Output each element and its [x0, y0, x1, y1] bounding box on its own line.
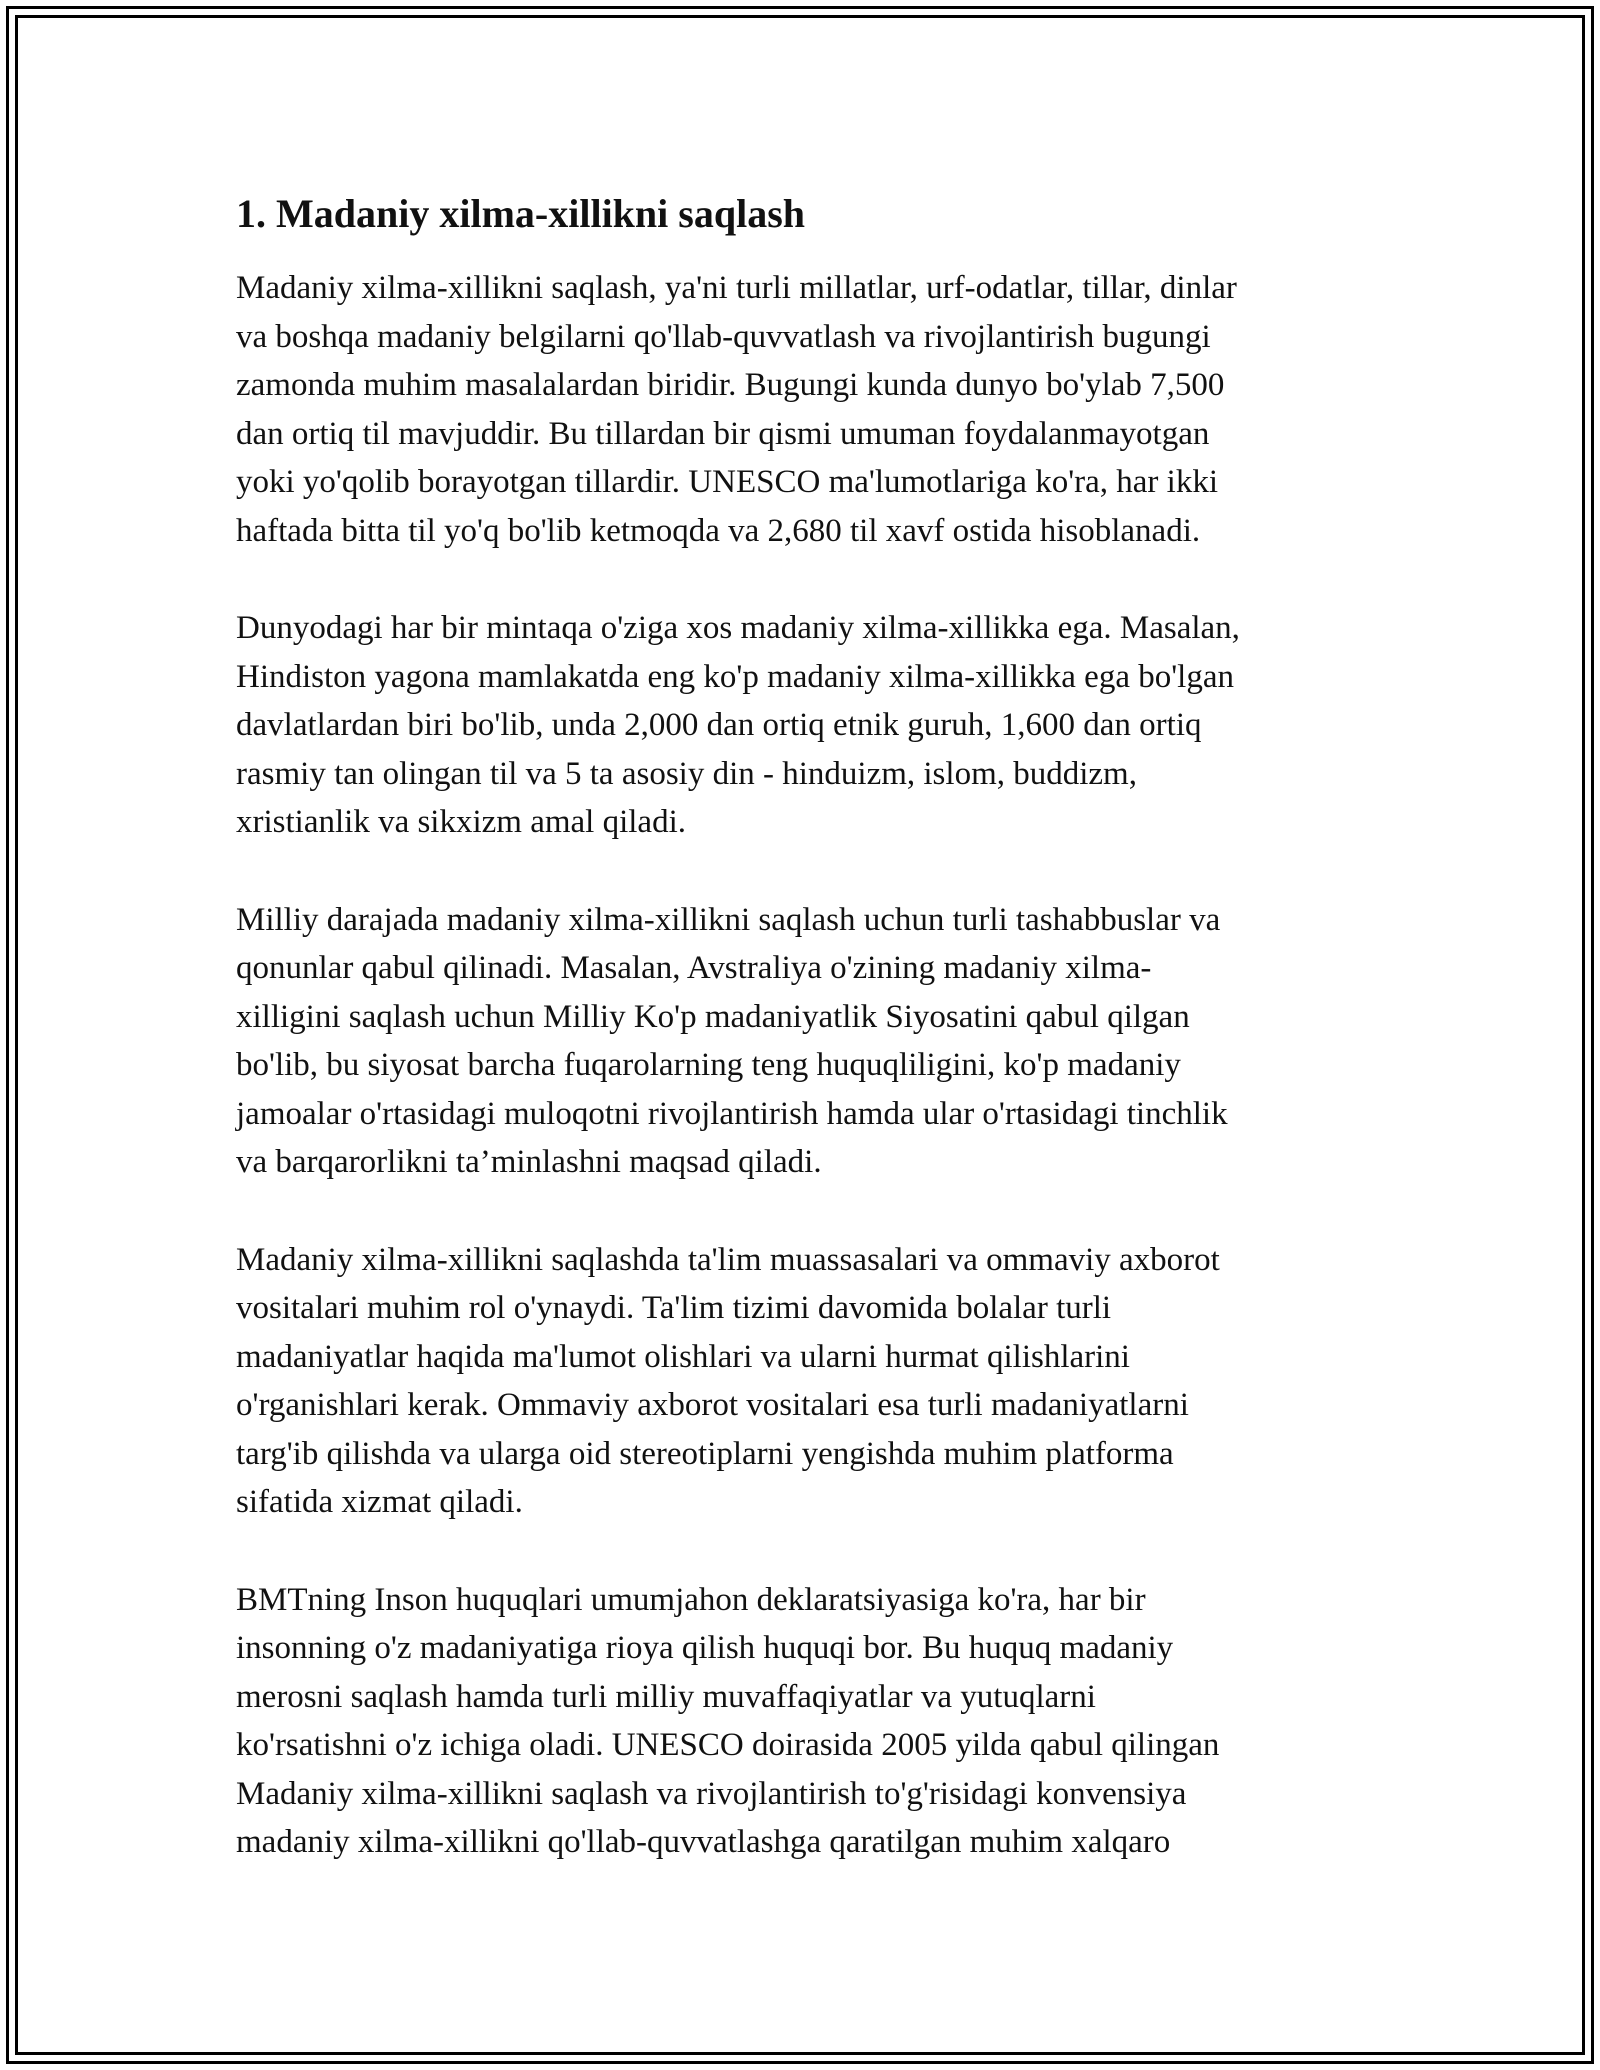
text-line: zamonda muhim masalalardan biridir. Bugungi kunda dunyo bo'ylab 7,500 [236, 367, 1225, 403]
text-line: yoki yo'qolib borayotgan tillardir. UNESCO ma'lumotlariga ko'ra, har ikki [236, 464, 1219, 500]
section-heading: 1. Madaniy xilma-xillikni saqlash [236, 191, 806, 236]
text-line: xristianlik va sikxizm amal qiladi. [236, 804, 686, 840]
text-line: Madaniy xilma-xillikni saqlash va rivojlantirish to'g'risidagi konvensiya [236, 1775, 1187, 1812]
paragraph-1 [236, 264, 1366, 555]
text-line: BMTning Inson huquqlari umumjahon deklaratsiyasiga ko'ra, har bir [236, 1581, 1146, 1618]
text-line: o'rganishlari kerak. Ommaviy axborot vositalari esa turli madaniyatlarni [236, 1387, 1189, 1423]
text-line: ko'rsatishni o'z ichiga oladi. UNESCO doirasida 2005 yilda qabul qilingan [236, 1727, 1220, 1763]
text-line: haftada bitta til yo'q bo'lib ketmoqda va 2,680 til xavf ostida hisoblanadi. [236, 512, 1201, 549]
text-line: Madaniy xilma-xillikni saqlash, ya'ni turli millatlar, urf-odatlar, tillar, dinlar [236, 270, 1237, 306]
text-line: va barqarorlikni ta’minlashni maqsad qiladi. [236, 1144, 822, 1180]
text-line: Hindiston yagona mamlakatda eng ko'p madaniy xilma-xillikka ega bo'lgan [236, 658, 1234, 695]
text-line: jamoalar o'rtasidagi muloqotni rivojlantirish hamda ular o'rtasidagi tinchlik [236, 1095, 1228, 1132]
text-line: vositalari muhim rol o'ynaydi. Ta'lim tizimi davomida bolalar turli [236, 1290, 1112, 1326]
text-line: qonunlar qabul qilinadi. Masalan, Avstraliya o'zining madaniy xilma- [236, 950, 1152, 986]
text-line: Madaniy xilma-xillikni saqlashda ta'lim muassasalari va ommaviy axborot [236, 1241, 1220, 1278]
paragraph-4 [236, 1236, 1366, 1527]
document-body [236, 186, 1366, 1916]
text-line: davlatlardan biri bo'lib, unda 2,000 dan ortiq etnik guruh, 1,600 dan ortiq [236, 707, 1202, 743]
text-line: xilligini saqlash uchun Milliy Ko'p madaniyatlik Siyosatini qabul qilgan [236, 998, 1190, 1035]
text-line: va boshqa madaniy belgilarni qo'llab-quvvatlash va rivojlantirish bugungi [236, 318, 1211, 355]
text-line: madaniyatlar haqida ma'lumot olishlari va ularni hurmat qilishlarini [236, 1338, 1130, 1375]
text-line: Dunyodagi har bir mintaqa o'ziga xos madaniy xilma-xillikka ega. Masalan, [236, 610, 1240, 646]
paragraph-2 [236, 604, 1366, 847]
paragraph-5 [236, 1576, 1366, 1867]
text-line: dan ortiq til mavjuddir. Bu tillardan bir qismi umuman foydalanmayotgan [236, 415, 1210, 452]
text-line: Milliy darajada madaniy xilma-xillikni saqlash uchun turli tashabbuslar va [236, 901, 1221, 938]
text-line: bo'lib, bu siyosat barcha fuqarolarning teng huquqliligini, ko'p madaniy [236, 1047, 1181, 1083]
text-line: madaniy xilma-xillikni qo'llab-quvvatlashga qaratilgan muhim xalqaro [236, 1824, 1171, 1860]
text-line: insonning o'z madaniyatiga rioya qilish huquqi bor. Bu huquq madaniy [236, 1630, 1174, 1666]
text-line: targ'ib qilishda va ularga oid stereotiplarni yengishda muhim platforma [236, 1435, 1174, 1472]
text-line: sifatida xizmat qiladi. [236, 1484, 523, 1520]
text-line: rasmiy tan olingan til va 5 ta asosiy din - hinduizm, islom, buddizm, [236, 755, 1137, 792]
text-line: merosni saqlash hamda turli milliy muvaffaqiyatlar va yutuqlarni [236, 1678, 1096, 1715]
paragraph-3 [236, 896, 1366, 1187]
